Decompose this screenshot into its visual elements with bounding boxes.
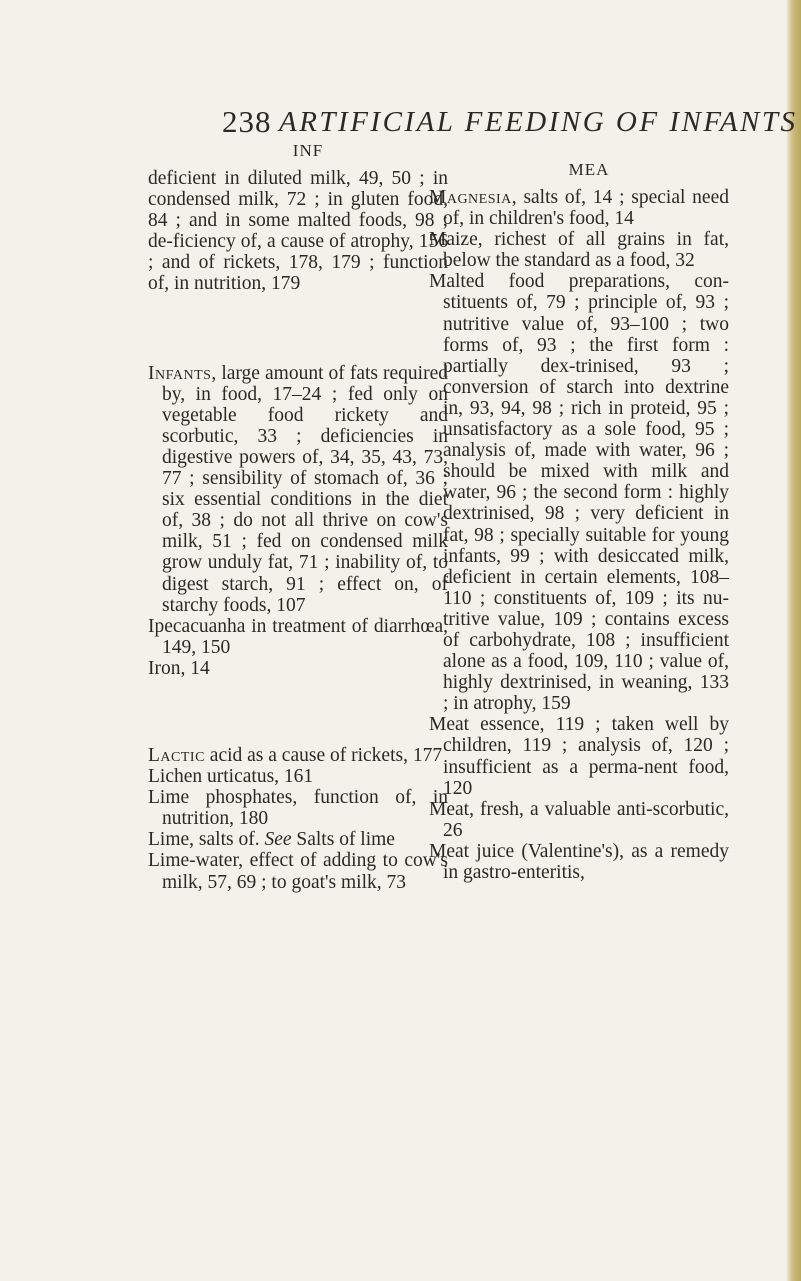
entry-head: Lactic <box>148 744 205 766</box>
entry-text: , salts of, 14 ; special need of, in children's food, 14 <box>443 187 729 230</box>
index-entry: Lime phosphates, function of, in nutrition, 180 <box>148 787 448 830</box>
right-column <box>429 159 729 883</box>
continued-entry: deficient in diluted milk, 49, 50 ; in condensed milk, 72 ; in gluten food, 84 ; and in some malted foods, 98 ; de-ficiency of, a cause of atrophy, 156 ; and of rickets, 178, 179 ; function of, in nutrition, 179 <box>148 168 448 295</box>
section-gap <box>148 295 448 363</box>
left-column <box>148 140 448 893</box>
entry-text: acid as a cause of rickets, 177 <box>204 744 443 766</box>
right-catchword: MEA <box>568 160 610 179</box>
index-entry: Maize, richest of all grains in fat, below the standard as a food, 32 <box>429 229 729 272</box>
index-entry: Ipecacuanha in treatment of diarrhœa, 149, 150 <box>148 615 448 658</box>
page-edge <box>787 0 801 1281</box>
index-entry: Lichen urticatus, 161 <box>148 766 314 788</box>
entry-text: , large amount of fats required by, in food, 17–24 ; fed only on vegetable food rickety and scorbutic, 33 ; deficiencies in digestive powers of, 34, 35, 43, 73, 77 ; sensibility of stomach of, 36 ; six essential conditions in the diet of, 38 ; do not all thrive on cow's milk, 51 ; fed on condensed milk grow unduly fat, 71 ; inability of, to digest starch, 91 ; effect on, of starchy foods, 107 <box>162 362 448 616</box>
index-entry: Meat, fresh, a valuable anti-scorbutic, 26 <box>429 798 729 841</box>
index-entry: Meat juice (Valentine's), as a remedy in gastro-enteritis, <box>429 840 729 883</box>
index-entry: Meat essence, 119 ; taken well by children, 119 ; analysis of, 120 ; insufficient as a perma-nent food, 120 <box>429 714 729 799</box>
see-reference: See <box>264 829 292 851</box>
section-gap <box>148 679 448 745</box>
index-entry: Iron, 14 <box>148 657 210 679</box>
index-entry <box>429 187 729 229</box>
running-title: ARTIFICIAL FEEDING OF INFANTS <box>279 106 798 138</box>
entry-head: Infants <box>148 362 212 384</box>
index-entry <box>148 363 448 616</box>
entry-text: Lime, salts of. <box>148 829 260 851</box>
index-entry <box>148 829 448 850</box>
page-number: 238 <box>222 104 272 139</box>
left-catchword: INF <box>292 141 324 160</box>
entry-text: Salts of lime <box>291 829 395 851</box>
entry-head: Magnesia <box>429 187 512 208</box>
index-entry: Malted food preparations, con-stituents of, 79 ; principle of, 93 ; nutritive value of, 93–100 ; two forms of, 93 ; the first form : partially dex-trinised, 93 ; conversion of starch into dextrine in, 93, 94, 98 ; rich in proteid, 95 ; unsatisfactory as a sole food, 95 ; analysis of, made with water, 96 ; should be mixed with milk and water, 96 ; the second form : highly dextrinised, 98 ; very deficient in fat, 98 ; specially suitable for young infants, 99 ; with desiccated milk, deficient in certain elements, 108–110 ; constituents of, 109 ; its nu-tritive value, 109 ; contains excess of carbohydrate, 108 ; insufficient alone as a food, 109, 110 ; value of, highly dextrinised, in weaning, 133 ; in atrophy, 159 <box>429 271 729 715</box>
index-entry <box>148 745 448 766</box>
index-entry: Lime-water, effect of adding to cow's milk, 57, 69 ; to goat's milk, 73 <box>148 850 448 893</box>
